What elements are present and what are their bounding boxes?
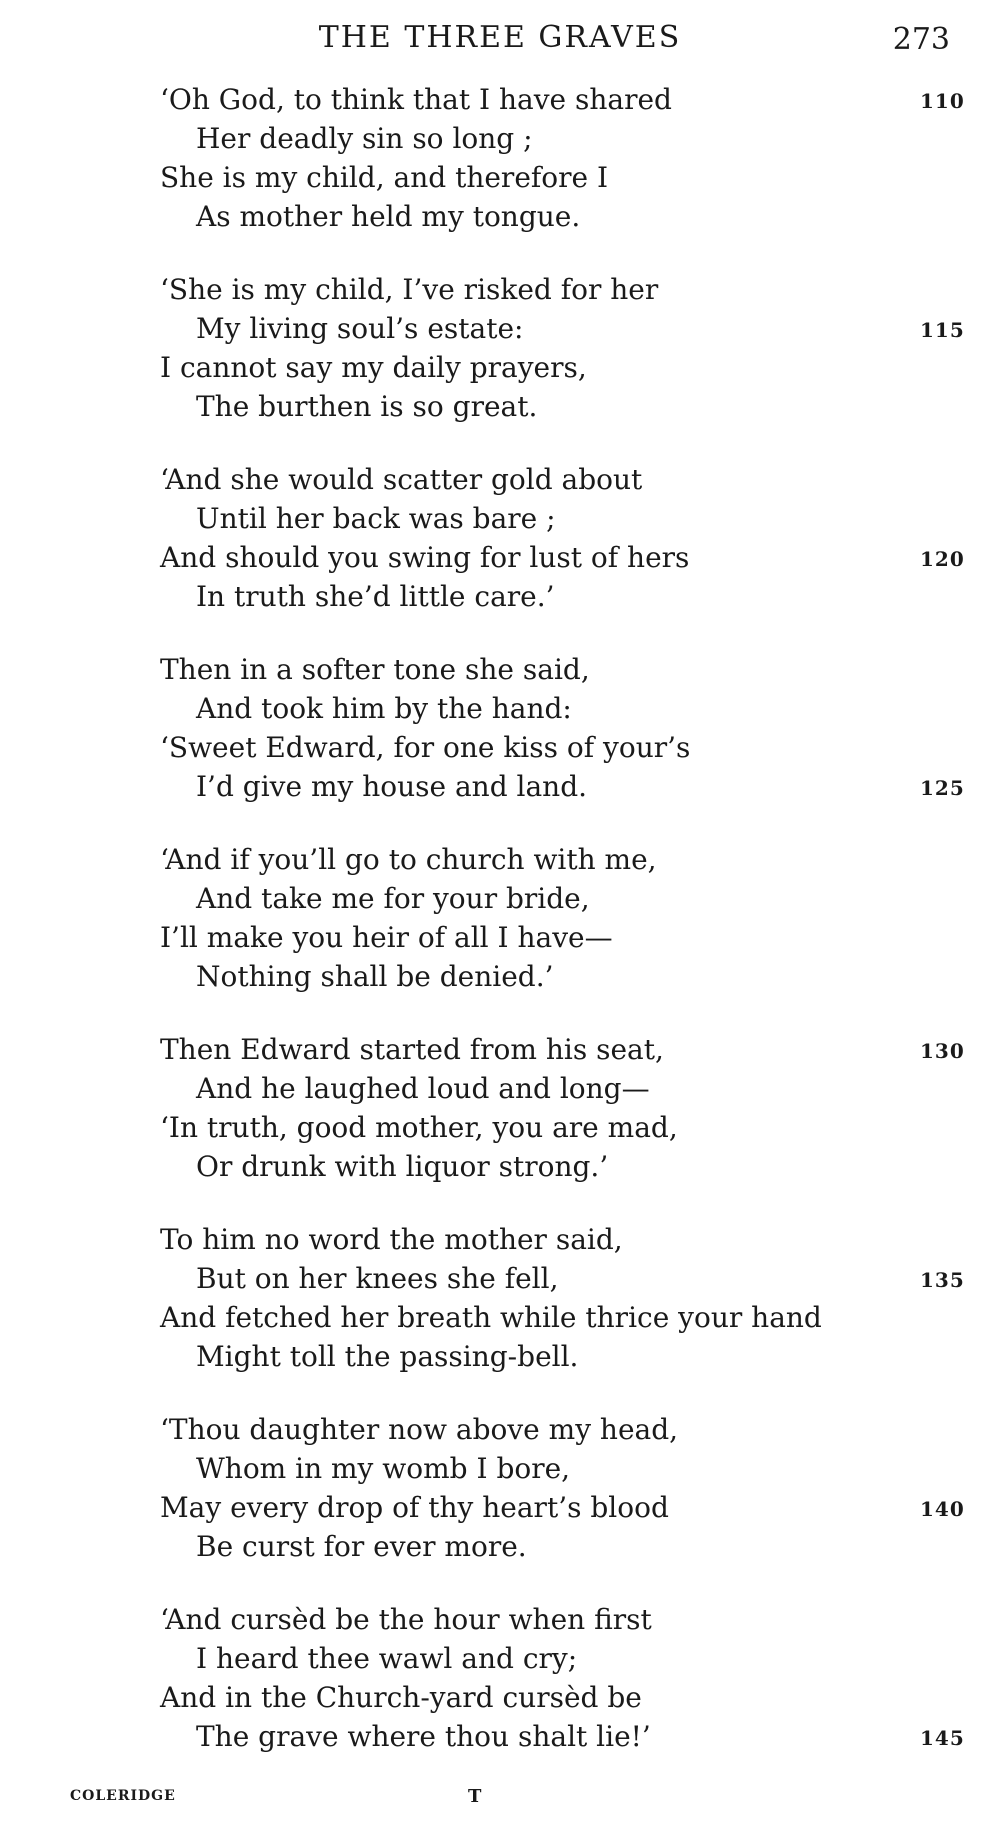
line-number: 120	[920, 547, 965, 571]
line-number: 135	[920, 1268, 965, 1292]
stanza	[160, 650, 965, 806]
poem-line	[160, 1600, 920, 1639]
poem-line-text: The grave where thou shalt lie!’	[196, 1720, 651, 1753]
line-number: 125	[920, 776, 965, 800]
poem-line	[160, 1678, 920, 1717]
poem-line	[160, 119, 920, 158]
poem-line-text: She is my child, and therefore I	[160, 161, 609, 194]
poem-line	[160, 767, 965, 806]
poem-line-text: I cannot say my daily prayers,	[160, 351, 587, 384]
poem-line-text: ‘Oh God, to think that I have shared	[160, 83, 672, 116]
poem-line-text: I’ll make you heir of all I have—	[160, 921, 613, 954]
poem-line-text: ‘Thou daughter now above my head,	[160, 1413, 679, 1446]
stanza	[160, 1600, 965, 1756]
page-number: 273	[892, 22, 950, 57]
poem-line	[160, 1527, 920, 1566]
poem-line-text: Then in a softer tone she said,	[160, 653, 590, 686]
poem-line-text: As mother held my tongue.	[196, 200, 581, 233]
poem-line	[160, 689, 920, 728]
poem-line	[160, 650, 920, 689]
poem-line	[160, 957, 920, 996]
poem-line	[160, 1069, 920, 1108]
footer-signature: COLERIDGE	[70, 1788, 176, 1804]
poem-line-text: And take me for your bride,	[196, 882, 590, 915]
poem-line-text: Be curst for ever more.	[196, 1530, 527, 1563]
poem-line	[160, 1717, 965, 1756]
stanza	[160, 840, 920, 996]
poem-line	[160, 1449, 920, 1488]
stanza	[160, 460, 965, 616]
poem-line	[160, 197, 920, 236]
stanza	[160, 270, 965, 426]
poem-line	[160, 80, 965, 119]
poem-line	[160, 158, 920, 197]
line-number: 130	[920, 1039, 965, 1063]
line-number: 145	[920, 1726, 965, 1750]
poem-line-text: And in the Church-yard cursèd be	[160, 1681, 642, 1714]
poem-line	[160, 1108, 920, 1147]
poem-line	[160, 538, 965, 577]
poem-line	[160, 270, 920, 309]
poem-line-text: May every drop of thy heart’s blood	[160, 1491, 669, 1524]
poem-line-text: ‘Sweet Edward, for one kiss of your’s	[160, 731, 691, 764]
poem-line-text: My living soul’s estate:	[196, 312, 524, 345]
poem-line-text: And fetched her breath while thrice your hand	[160, 1301, 822, 1334]
poem-line	[160, 1298, 920, 1337]
poem-line	[160, 387, 920, 426]
poem-line	[160, 460, 920, 499]
poem-line	[160, 918, 920, 957]
poem-line	[160, 1488, 965, 1527]
poem-line	[160, 499, 920, 538]
footer-sheet-mark: T	[468, 1786, 482, 1807]
poem-line-text: In truth she’d little care.’	[196, 580, 555, 613]
poem-line	[160, 1147, 920, 1186]
poem-line-text: I’d give my house and land.	[196, 770, 588, 803]
poem-line	[160, 1030, 965, 1069]
stanza	[160, 1030, 965, 1186]
poem-line-text: ‘And she would scatter gold about	[160, 463, 643, 496]
poem-body	[160, 80, 965, 1790]
poem-line	[160, 1639, 920, 1678]
poem-line-text: ‘In truth, good mother, you are mad,	[160, 1111, 678, 1144]
running-title: THE THREE GRAVES	[318, 20, 682, 55]
poem-line-text: Or drunk with liquor strong.’	[196, 1150, 609, 1183]
poem-line-text: The burthen is so great.	[196, 390, 538, 423]
poem-line	[160, 728, 920, 767]
poem-line-text: And took him by the hand:	[196, 692, 572, 725]
poem-line	[160, 1259, 965, 1298]
poem-line-text: ‘She is my child, I’ve risked for her	[160, 273, 659, 306]
poem-line-text: And he laughed loud and long—	[196, 1072, 650, 1105]
poem-line	[160, 840, 920, 879]
poem-line	[160, 879, 920, 918]
poem-line-text: But on her knees she fell,	[196, 1262, 559, 1295]
poem-line-text: Then Edward started from his seat,	[160, 1033, 664, 1066]
line-number: 110	[920, 89, 965, 113]
line-number: 140	[920, 1497, 965, 1521]
poem-line-text: And should you swing for lust of hers	[160, 541, 690, 574]
poem-line-text: Nothing shall be denied.’	[196, 960, 554, 993]
poem-line	[160, 577, 920, 616]
stanza	[160, 1410, 965, 1566]
poem-line-text: Until her back was bare ;	[196, 502, 556, 535]
poem-line-text: Whom in my womb I bore,	[196, 1452, 571, 1485]
poem-line	[160, 348, 920, 387]
poem-line	[160, 309, 965, 348]
poem-line-text: ‘And cursèd be the hour when first	[160, 1603, 652, 1636]
poem-line-text: To him no word the mother said,	[160, 1223, 623, 1256]
line-number: 115	[920, 318, 965, 342]
stanza	[160, 80, 965, 236]
poem-line	[160, 1337, 920, 1376]
poem-line-text: I heard thee wawl and cry;	[196, 1642, 578, 1675]
poem-line	[160, 1220, 920, 1259]
poem-line-text: Her deadly sin so long ;	[196, 122, 533, 155]
poem-line-text: Might toll the passing-bell.	[196, 1340, 579, 1373]
poem-line	[160, 1410, 920, 1449]
poem-line-text: ‘And if you’ll go to church with me,	[160, 843, 657, 876]
stanza	[160, 1220, 965, 1376]
